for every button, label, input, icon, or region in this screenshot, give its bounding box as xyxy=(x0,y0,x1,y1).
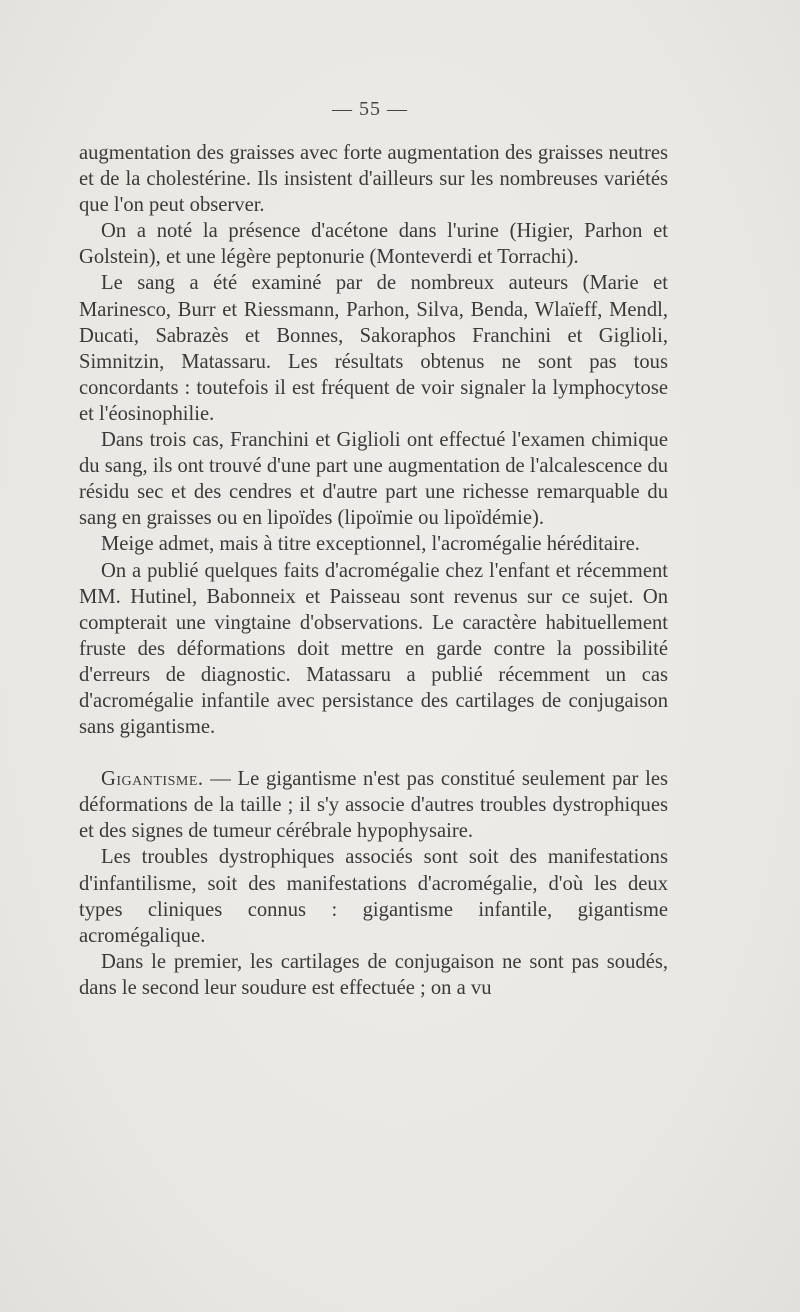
section-heading: Gigantisme. xyxy=(101,768,204,791)
section-paragraph xyxy=(79,766,668,844)
page-number: — 55 — xyxy=(332,98,408,120)
paragraph: Dans le premier, les cartilages de conjugaison ne sont pas soudés, dans le second leur soudure est effectuée ; on a vu xyxy=(79,950,668,999)
section-intro-text: — Le gigantisme n'est pas constitué seulement par les déformations de la taille ; il s'y associe d'autres troubles dystrophiques et des signes de tumeur cérébrale hypophysaire. xyxy=(79,768,668,843)
paragraph: Dans trois cas, Franchini et Giglioli ont effectué l'examen chimique du sang, ils ont trouvé d'une part une augmentation de l'alcalescence du résidu sec et des cendres et d'autre part une richesse remarquable du sang en graisses ou en lipoïdes (lipoïmie ou lipoïdémie). xyxy=(79,429,668,530)
paragraph: Le sang a été examiné par de nombreux auteurs (Marie et Marinesco, Burr et Riessmann, Parhon, Silva, Benda, Wlaïeff, Mendl, Ducati, Sabrazès et Bonnes, Sakoraphos Franchini et Giglioli, Simnitzin, Matassaru. Les résultats obtenus ne sont pas tous concordants : toutefois il est fréquent de voir signaler la lymphocytose et l'éosinophilie. xyxy=(79,272,668,425)
paragraph: Meige admet, mais à titre exceptionnel, l'acromégalie héréditaire. xyxy=(101,533,640,556)
body-text xyxy=(79,140,668,1001)
paragraph: augmentation des graisses avec forte augmentation des graisses neutres et de la cholestérine. Ils insistent d'ailleurs sur les nombreuses variétés que l'on peut observer. xyxy=(79,142,668,217)
paragraph: On a publié quelques faits d'acromégalie chez l'enfant et récemment MM. Hutinel, Babonneix et Paisseau sont revenus sur ce sujet. On compterait une vingtaine d'observations. Le caractère habituellement fruste des déformations doit mettre en garde contre la possibilité d'erreurs de diagnostic. Matassaru a publié récemment un cas d'acromégalie infantile avec persistance des cartilages de conjugaison sans gigantisme. xyxy=(79,559,668,739)
paragraph: On a noté la présence d'acétone dans l'urine (Higier, Parhon et Golstein), et une légère peptonurie (Monteverdi et Torrachi). xyxy=(79,220,668,269)
paragraph: Les troubles dystrophiques associés sont soit des manifestations d'infantilisme, soit des manifestations d'acromégalie, d'où les deux types cliniques connus : gigantisme infantile, gigantisme acromégalique. xyxy=(79,846,668,947)
